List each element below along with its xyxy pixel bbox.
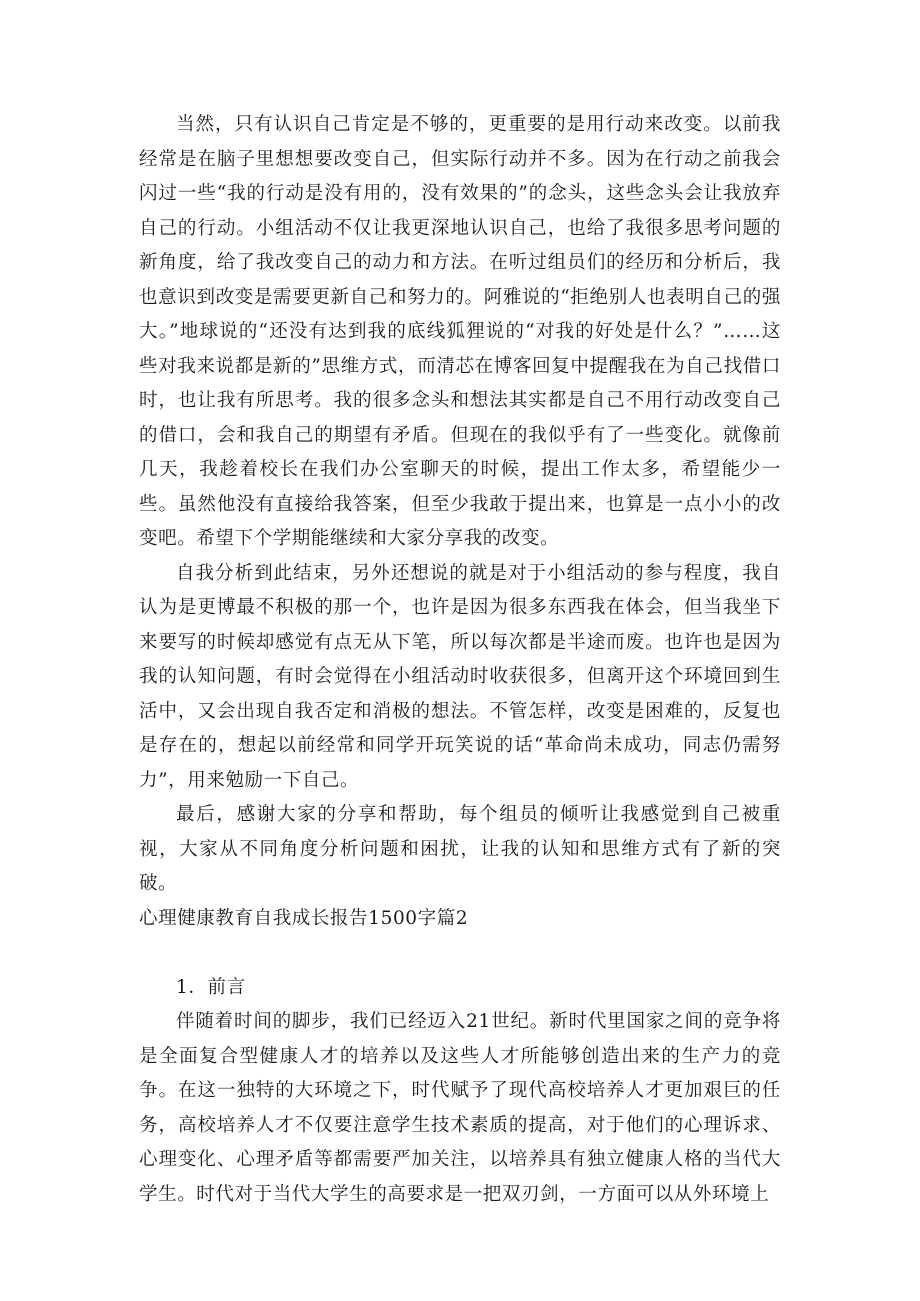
paragraph-self-analysis: 自我分析到此结束，另外还想说的就是对于小组活动的参与程度，我自认为是更博最不积极的那一个，也许是因为很多东西我在体会，但当我坐下来要写的时候却感觉有点无从下笔，所以每次都是半途而废。也许也是因为我的认知问题，有时会觉得在小组活动时收获很多，但离开这个环境回到生活中，又会出现自我否定和消极的想法。不管怎样，改变是困难的，反复也是存在的，想起以前经常和同学开玩笑说的话“革命尚未成功，同志仍需努力”，用来勉励一下自己。 xyxy=(139,562,781,791)
paragraph-thanks: 最后，感谢大家的分享和帮助，每个组员的倾听让我感觉到自己被重视，大家从不同角度分析问题和困扰，让我的认知和思维方式有了新的突破。 xyxy=(139,804,781,894)
section-title: 心理健康教育自我成长报告1500字篇2 xyxy=(139,907,469,929)
subsection-title: 1．前言 xyxy=(176,976,246,998)
blank-line xyxy=(139,936,781,971)
paragraph-action-change: 当然，只有认识自己肯定是不够的，更重要的是用行动来改变。以前我经常是在脑子里想想要改变自己，但实际行动并不多。因为在行动之前我会闪过一些“我的行动是没有用的，没有效果的”的念头，这些念头会让我放弃自己的行动。小组活动不仅让我更深地认识自己，也给了我很多思考问题的新角度，给了我改变自己的动力和方法。在听过组员们的经历和分析后，我也意识到改变是需要更新自己和努力的。阿雅说的“拒绝别人也表明自己的强大。”地球说的“还没有达到我的底线狐狸说的“对我的好处是什么？”……这些对我来说都是新的”思维方式，而清芯在博客回复中提醒我在为自己找借口时，也让我有所思考。我的很多念头和想法其实都是自己不用行动改变自己的借口，会和我自己的期望有矛盾。但现在的我似乎有了一些变化。就像前几天，我趁着校长在我们办公室聊天的时候，提出工作太多，希望能少一些。虽然他没有直接给我答案，但至少我敢于提出来，也算是一点小小的改变吧。希望下个学期能继续和大家分享我的改变。 xyxy=(139,114,781,549)
document-body xyxy=(139,108,781,1212)
paragraph-preface: 伴随着时间的脚步，我们已经迈入21世纪。新时代里国家之间的竞争将是全面复合型健康人才的培养以及这些人才所能够创造出来的生产力的竞争。在这一独特的大环境之下，时代赋予了现代高校培养人才更加艰巨的任务，高校培养人才不仅要注意学生技术素质的提高，对于他们的心理诉求、心理变化、心理矛盾等都需要严加关注，以培养具有独立健康人格的当代大学生。时代对于当代大学生的高要求是一把双刃剑，一方面可以从外环境上 xyxy=(139,1011,781,1205)
